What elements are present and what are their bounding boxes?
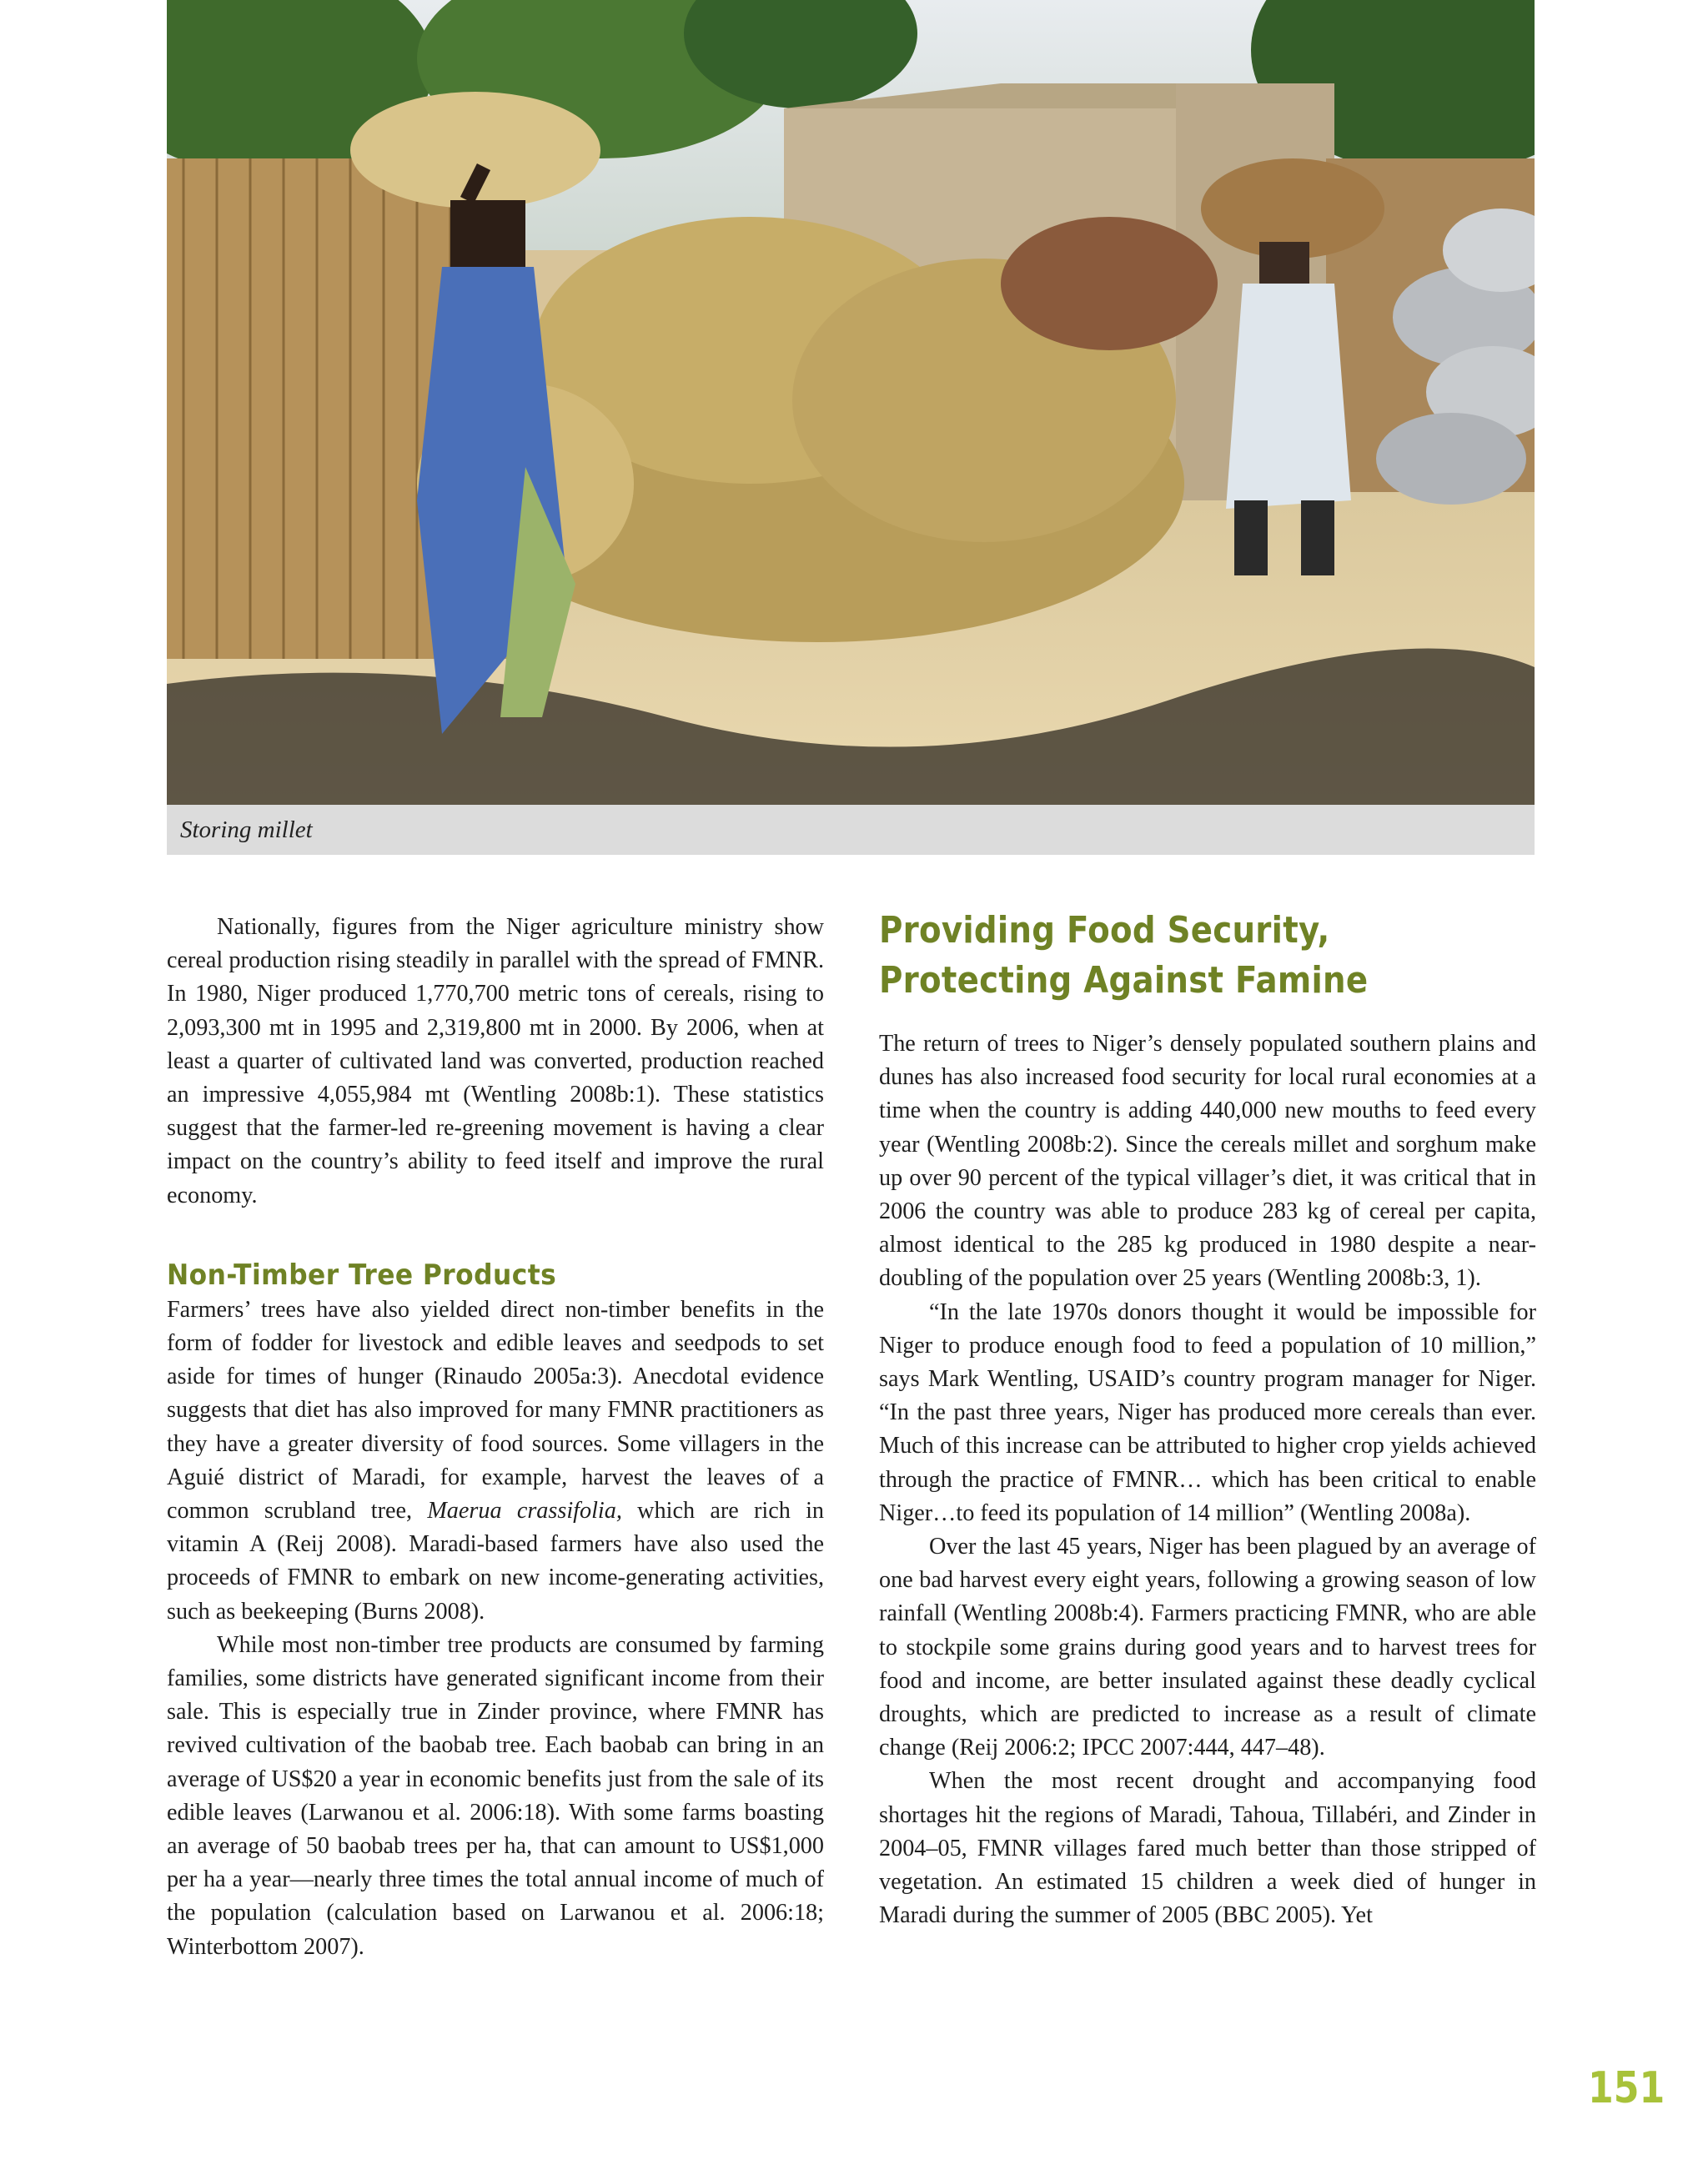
baobab-paragraph: While most non-timber tree products are consumed by farming families, some districts have generated significant income from their sale. This is especially true in Zinder province, where FMNR has revived cultivation of the baobab tree. Each baobab can bring in an average of US$20 a year in economic benefits just from the sale of its edible leaves (Larwanou et al. 2006:18). With some farms boasting an average of 50 baobab trees per ha, that can amount to US$1,000 per ha a year—nearly three times the total annual income of much of the population (calculation based on Larwanou et al. 2006:18; Winterbottom 2007). [167, 1631, 824, 1960]
food-security-paragraph: The return of trees to Niger’s densely populated southern plains and dunes has also increased food security for local rural economies at a time when the country is adding 440,000 new mouths to feed every year (Wentling 2008b:2). Since the cereals millet and sorghum make up over 90 percent of the typical villager’s diet, it was critical that in 2006 the country was able to produce 283 kg of cereal per capita, almost identical to the 285 kg produced in 1980 despite a near-doubling of the population over 25 years (Wentling 2008b:3, 1). [879, 1031, 1536, 1292]
ntfp-paragraph [167, 1293, 824, 1629]
ntfp-text-part2: which are rich in vitamin A (Reij 2008). Maradi-based farmers have also used the proceeds of FMNR to embark on new income-generating activities, such as beekeeping (Burns 2008). [167, 1498, 825, 1625]
right-column [879, 911, 1536, 1932]
heading-line-1: Providing Food Security, [879, 909, 1330, 952]
left-column [167, 911, 824, 1964]
intro-paragraph: Nationally, figures from the Niger agriculture ministry show cereal production rising steadily in parallel with the spread of FMNR. In 1980, Niger produced 1,770,700 metric tons of cereals, rising to 2,093,300 mt in 1995 and 2,319,800 mt in 2000. By 2006, when at least a quarter of cultivated land was converted, production reached an impressive 4,055,984 mt (Wentling 2008b:1). These statistics suggest that the farmer-led re-greening movement is having a clear impact on the country’s ability to feed itself and improve the rural economy. [167, 914, 824, 1208]
page-number: 151 [1588, 2063, 1665, 2113]
species-name: Maerua crassifolia, [427, 1498, 622, 1525]
photo-caption-bar [167, 805, 1535, 855]
photo-caption: Storing millet [180, 816, 313, 843]
heading-line-2: Protecting Against Famine [879, 959, 1369, 1002]
ntfp-text-part1: Farmers’ trees have also yielded direct non-timber benefits in the form of fodder for livestock and edible leaves and seedpods to set aside for times of hunger (Rinaudo 2005a:3). Anecdotal evidence suggests that diet has also improved for many FMNR practitioners as they have a greater diversity of food sources. Some villagers in the Aguié district of Maradi, for example, harvest the leaves of a common scrubland tree, [167, 1296, 824, 1525]
drought-paragraph: When the most recent drought and accompanying food shortages hit the regions of Maradi, Tahoua, Tillabéri, and Zinder in 2004–05, FMNR villages fared much better than those stripped of vegetation. An estimated 15 children a week died of hunger in Maradi during the summer of 2005 (BBC 2005). Yet [879, 1768, 1536, 1929]
harvest-paragraph: Over the last 45 years, Niger has been plagued by an average of one bad harvest every eight years, following a growing season of low rainfall (Wentling 2008b:4). Farmers practicing FMNR, who are able to stockpile some grains during good years and to harvest trees for food and income, are better insulated against these deadly cyclical droughts, which are predicted to increase as a result of climate change (Reij 2006:2; IPCC 2007:444, 447–48). [879, 1534, 1536, 1761]
millet-storage-photo [167, 0, 1535, 805]
section-subheading: Non-Timber Tree Products [167, 1258, 557, 1292]
photo-illustration [167, 0, 1535, 805]
quote-paragraph: “In the late 1970s donors thought it would be impossible for Niger to produce enough food to feed a population of 10 million,” says Mark Wentling, USAID’s country program manager for Niger. “In the past three years, Niger has produced more cereals than ever. Much of this increase can be attributed to higher crop yields achieved through the practice of FMNR… which has been critical to enable Niger…to feed its population of 14 million” (Wentling 2008a). [879, 1299, 1536, 1526]
section-heading [879, 906, 1457, 1006]
